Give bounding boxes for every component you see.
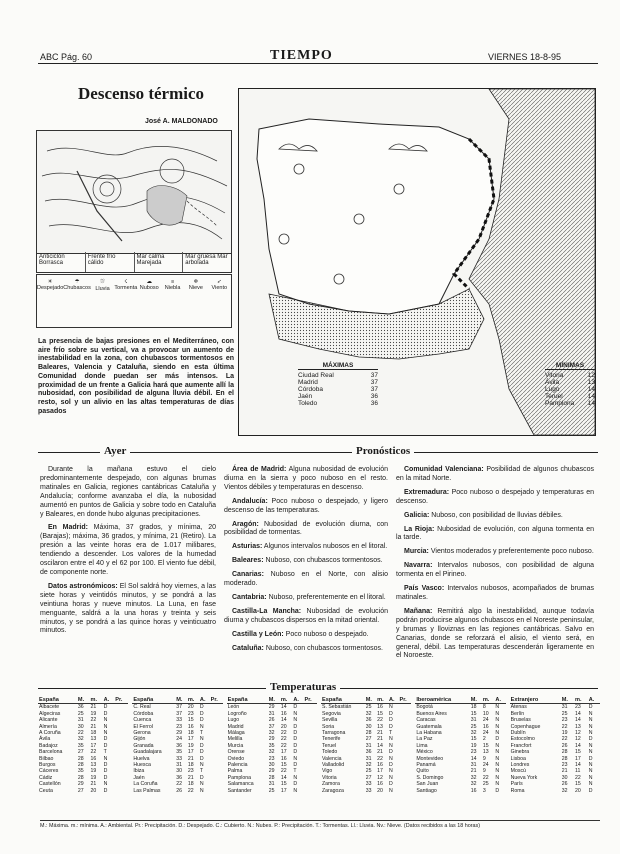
table-row: Gijón 24 17 N: [133, 736, 204, 743]
table-row: Castellón 29 21 N: [39, 781, 108, 788]
table-row: Ceuta 27 20 D: [39, 787, 108, 794]
forecast-entry: Canarias: Nuboso en el Norte, con alisio moderado.: [224, 571, 388, 588]
table-row: Lugo 26 14 N: [227, 717, 298, 724]
maximas-row: Córdoba 37: [298, 386, 378, 393]
minimas-row: Vitoria 12: [545, 372, 595, 379]
maximas-row: Madrid 37: [298, 379, 378, 386]
forecast-entry: Galicia: Nuboso, con posibilidad de lluvias débiles.: [404, 511, 563, 519]
table-row: Guadalajara 35 17 D: [133, 749, 204, 756]
table-row: Segovia 32 15 D: [321, 710, 393, 717]
rain-icon: ⛆ Lluvia: [95, 279, 110, 292]
table-row: Salamanca 31 15 D: [227, 781, 298, 788]
article-title: Descenso térmico: [78, 84, 205, 103]
temperature-table: España M. m. A. Pr. C. Real 37 20 D Córdoba 37 23 D Cuenca 33 15 D El Ferrol 23 16 N Gerona 29 18 T Gijón 24 17 N Granada 36 19 D Guadalajara 35 17 D Huelva 33 21 D Huesca 31 18 N Ibiza 30 23 T Jaén 36 21 D La Coruña 22 18 N Las Palmas 26 22 N: [132, 697, 222, 794]
fog-icon: ≡ Niebla: [164, 279, 181, 291]
forecast-entry: Baleares: Nuboso, con chubascos tormentosos.: [232, 557, 383, 565]
minimas-row: Lugo 14: [545, 386, 595, 393]
table-row: Ávila 32 13 D: [39, 736, 108, 743]
table-row: Tenerife 27 21 N: [321, 736, 393, 743]
table-row: Almería 30 21 N: [39, 723, 108, 730]
forecast-entry: Área de Madrid: Alguna nubosidad de evolución diurna en la sierra y poco nuboso en el resto. Vientos débiles y temperaturas en descenso.: [224, 466, 388, 491]
storm-icon: ☇ Tormenta: [114, 279, 138, 291]
table-row: Buenos Aires 15 10 N: [416, 710, 500, 717]
table-row: San Juan 32 25 N: [416, 781, 500, 788]
pronosticos-heading: Pronósticos: [352, 445, 414, 457]
ayer-heading: Ayer: [100, 445, 130, 457]
table-row: Santander 25 17 N: [227, 787, 298, 794]
ayer-paragraph-1: Durante la mañana estuvo el cielo predominantemente despejado, con algunas brumas matinales en Galicia, regiones cantábricas Cataluña y Andalucía; conforme avanzaba el día, la nubosidad aumentó en puntos de Galicia y sobre todo en Cataluña y Baleares, en donde hubo algunas precipitaciones.: [40, 466, 216, 518]
temperaturas-heading: Temperaturas: [266, 681, 340, 693]
table-row: El Ferrol 23 16 N: [133, 723, 204, 730]
table-row: Teruel 31 14 N: [321, 742, 393, 749]
minimas-box: [545, 362, 595, 407]
isobar-map: [36, 130, 232, 254]
table-row: Barcelona 27 22 T: [39, 749, 107, 756]
table-row: Moscú 21 11 N: [510, 768, 593, 775]
snow-icon: ❄ Nieve: [188, 279, 203, 291]
table-row: Burgos 28 13 D: [39, 762, 108, 769]
table-row: Toledo 36 21 D: [321, 749, 393, 756]
table-row: Roma 32 20 D: [510, 787, 593, 794]
forecast-entry: Mañana: Remitirá algo la inestabilidad, aunque todavía podrán producirse algunos chubascos en el Noreste peninsular, y brumas y lloviznas en las regiones cantábricas. Salvo en Canarias, donde se reforzará el alisio, el viento será, en general, débil. Las temperaturas descenderán ligeramente en el Noroeste.: [396, 607, 594, 660]
table-row: Dublín 19 12 N: [510, 730, 593, 737]
table-row: León 29 14 D: [227, 704, 298, 711]
ayer-paragraph-2: En Madrid: Máxima, 37 grados, y mínima, 20 (Barajas); máxima, 36 grados, y mínima, 21 (Retiro). La presión a las veinte horas era de 1.017 milibares, tendiendo a descender. Los valores de la humedad oscilaron entre el 40 y el 62 por 100. El viento fue débil, de componente norte.: [40, 524, 216, 576]
forecast-entry: La Rioja: Nubosidad de evolución, con alguna tormenta en la tarde.: [396, 525, 595, 542]
table-row: Badajoz 35 17 D: [39, 742, 108, 749]
table-row: Atenas 31 23 D: [510, 704, 593, 711]
pronosticos-column-1: [224, 466, 388, 659]
footer-legend: M.: Máxima. m.: mínima. A.: Ambiental. Pr.: Precipitación. D.: Despejado. C.: Cubierto. N.: Nubes. P.: Precipitación. T.: Tormentas. Ll.: Lluvia. Nv.: Nieve. (Datos recibidos a las 18 horas): [40, 820, 600, 829]
table-row: Estocolmo 22 12 D: [510, 736, 593, 743]
forecast-entry: Murcia: Vientos moderados y preferentemente poco nuboso.: [404, 548, 594, 556]
temperature-table: España M. m. A. Pr. Albacete 36 21 D Algeciras 25 19 D Alicante 31 22 N Almería 30 21 N A Coruña 22 18 N Ávila 32 13 D Badajoz 35 17 D Barcelona 27 22 T Bilbao 28 16 N Burgos 28 13 D Cáceres 35 19 D Cádiz 28 19 D Castellón 29 21 N Ceuta 27 20 D: [38, 697, 128, 794]
table-row: Soria 30 13 D: [321, 723, 393, 730]
maximas-title: MÁXIMAS: [298, 362, 378, 370]
forecast-entry: Andalucía: Poco nuboso o despejado, y ligero descenso de las temperaturas.: [224, 497, 388, 514]
forecast-entry: Cantabria: Nuboso, preferentemente en el litoral.: [232, 593, 386, 601]
table-row: Francfort 26 14 N: [510, 742, 593, 749]
forecast-entry: Navarra: Intervalos nubosos, con posibilidad de alguna tormenta en el Pirineo.: [396, 562, 594, 579]
table-row: Lima 19 15 N: [416, 742, 500, 749]
forecast-entry: País Vasco: Intervalos nubosos, acompañados de brumas matinales.: [396, 585, 594, 601]
forecast-entry: Castilla y León: Poco nuboso o despejado.: [232, 630, 369, 638]
wind-icon: ➶ Viento: [211, 279, 228, 291]
table-row: Orense 32 17 D: [227, 749, 298, 756]
legend-sea-calm: Mar calma Marejada: [135, 252, 184, 272]
header-rule: [38, 63, 598, 64]
table-row: Vigo 25 17 N: [321, 768, 393, 775]
table-row: Nueva York 30 22 N: [510, 774, 593, 781]
table-row: C. Real 37 20 D: [133, 704, 204, 711]
table-row: Madrid 37 20 D: [227, 723, 298, 730]
shower-icon: ☂ Chubascos: [63, 279, 91, 291]
table-row: Vitoria 27 12 N: [321, 774, 393, 781]
page-number: ABC Pág. 60: [40, 52, 93, 62]
pronosticos-column-2: [396, 466, 594, 666]
table-row: Granada 36 19 D: [133, 742, 204, 749]
table-row: Cádiz 28 19 D: [39, 774, 108, 781]
table-row: Ginebra 28 15 N: [510, 749, 593, 756]
ayer-paragraph-3: Datos astronómicos: El Sol saldrá hoy viernes, a las siete horas y veintidós minutos, y se pondrá a las veintiuna horas y nueve minutos. La Luna, en fase menguante, saldrá a la una horas y treinta y seis minutos, y se pondrá a las quince horas y veinticuatro minutos.: [40, 582, 216, 635]
minimas-title: MÍNIMAS: [545, 362, 595, 370]
table-row: Cuenca 33 15 D: [133, 717, 204, 724]
table-row: Palencia 30 15 D: [227, 762, 298, 769]
table-row: Bruselas 23 14 N: [510, 717, 593, 724]
minimas-row: Ávila 13: [545, 379, 595, 386]
forecast-entry: Cataluña: Nuboso, con chubascos tormentosos.: [232, 644, 383, 652]
temperature-table: Iberoamérica M. m. A. Bogotá 18 8 N Buenos Aires 15 10 N Caracas 31 24 N Guatemala 25 16 N La Habana 32 24 N La Paz 15 2 D Lima 19 15 N México 23 13 N Montevideo 14 9 N Panamá 31 24 N Quito 21 9 N S. Domingo 32 22 N San Juan 32 25 N Santiago 16 3 D: [415, 697, 505, 794]
table-row: Montevideo 14 9 N: [416, 755, 500, 762]
maximas-row: Jaén 36: [298, 393, 378, 400]
table-row: Algeciras 25 19 D: [39, 710, 108, 717]
section-title: TIEMPO: [270, 48, 333, 63]
forecast-entry: Comunidad Valenciana: Posibilidad de algunos chubascos en la mitad Norte.: [396, 466, 594, 482]
table-row: La Paz 15 2 D: [416, 736, 500, 743]
byline: José A. MALDONADO: [145, 118, 218, 125]
legend-sea-rough: Mar gruesa Mar arbolada: [185, 254, 228, 266]
table-row: S. Sebastián 25 16 N: [321, 704, 393, 711]
temperature-table: España M. m. A. Pr. León 29 14 D Logroño 31 16 N Lugo 26 14 N Madrid 37 20 D Málaga 32 22 D Melilla 29 22 D Murcia 35 22 D Orense 32 17 D Oviedo 23 16 N Palencia 30 15 D Palma 29 22 T Pamplona 28 14 N Salamanca 31 15 D Santander 25 17 N: [227, 697, 317, 794]
spain-map-drawing: [239, 89, 595, 435]
ayer-column: [40, 466, 216, 641]
table-row: Panamá 31 24 N: [416, 762, 500, 769]
temperature-table: Extranjero M. m. A. Atenas 31 23 D Berlín 25 14 N Bruselas 23 14 N Copenhague 22 13 N Dublín 19 12 N Estocolmo 22 12 D Francfort 26 14 N Ginebra 28 15 N Lisboa 28 17 D Londres 23 14 N Moscú 21 11 N Nueva York 30 22 N París 26 15 N Roma 32 20 D: [510, 697, 600, 794]
table-row: Caracas 31 24 N: [416, 717, 500, 724]
table-row: La Coruña 22 18 N: [133, 781, 204, 788]
table-row: Cáceres 35 19 D: [39, 768, 108, 775]
table-row: Logroño 31 16 N: [227, 710, 298, 717]
table-row: Jaén 36 21 D: [133, 774, 204, 781]
spain-forecast-map: [238, 88, 596, 436]
table-row: Tarragona 28 21 T: [321, 730, 393, 737]
table-row: Copenhague 22 13 N: [510, 723, 593, 730]
cloud-icon: ☁ Nuboso: [139, 279, 159, 291]
table-row: Sevilla 36 22 D: [321, 717, 393, 724]
table-row: Londres 23 14 N: [510, 762, 593, 769]
forecast-entry: Castilla-La Mancha: Nubosidad de evolución diurna y chubascos dispersos en la mitad oriental.: [224, 607, 388, 624]
table-row: Guatemala 25 16 N: [416, 723, 500, 730]
table-row: S. Domingo 32 22 N: [416, 774, 500, 781]
table-row: Alicante 31 22 N: [39, 717, 108, 724]
table-row: Bogotá 18 8 N: [416, 704, 500, 711]
table-row: Murcia 35 22 D: [227, 742, 298, 749]
table-row: Huelva 33 21 D: [133, 755, 204, 762]
table-row: Palma 29 22 T: [227, 768, 297, 775]
table-row: A Coruña 22 18 N: [39, 730, 108, 737]
table-row: París 26 15 N: [510, 781, 593, 788]
table-row: Huesca 31 18 N: [133, 762, 204, 769]
maximas-box: [298, 362, 378, 407]
table-row: Ibiza 30 23 T: [133, 768, 204, 775]
table-row: Berlín 25 14 N: [510, 710, 593, 717]
table-row: Quito 21 9 N: [416, 768, 500, 775]
table-row: Bilbao 28 16 N: [39, 755, 108, 762]
forecast-entry: Asturias: Algunos intervalos nubosos en el litoral.: [232, 543, 388, 551]
table-row: Valladolid 32 16 D: [321, 762, 393, 769]
legend-anticyclone: Anticiclón Borrasca: [37, 252, 86, 272]
isobar-map-drawing: [37, 131, 231, 253]
table-row: México 23 13 N: [416, 749, 500, 756]
map-caption: La presencia de bajas presiones en el Mediterráneo, con aire frío sobre su vertical, va a provocar un aumento de inestabilidad en la zona, con chubascos tormentosos en Baleares, Valencia y Cataluña, siendo en esta última Comunidad donde puedan ser más intensos. La proximidad de un frente a Galicia hará que aumente allí la nubosidad, con posibilidad de alguna lluvia débil. En el resto, sol y un alivio en las altas temperaturas de días pasados: [38, 338, 234, 415]
sun-icon: ☀ Despejado: [37, 279, 64, 291]
forecast-entry: Extremadura: Poco nuboso o despejado y temperaturas en descenso.: [396, 488, 594, 505]
table-row: Zaragoza 33 20 N: [321, 787, 393, 794]
table-row: Santiago 16 3 D: [416, 787, 500, 794]
temperature-tables: [38, 697, 600, 794]
table-row: Zamora 33 16 D: [321, 781, 393, 788]
maximas-row: Toledo 36: [298, 400, 378, 407]
table-row: Albacete 36 21 D: [39, 704, 108, 711]
table-row: Málaga 32 22 D: [227, 730, 298, 737]
table-row: Melilla 29 22 D: [227, 736, 298, 743]
weather-icon-legend: [36, 274, 232, 328]
table-row: Pamplona 28 14 N: [227, 774, 298, 781]
table-row: Valencia 31 22 N: [321, 755, 393, 762]
minimas-row: Teruel 14: [545, 393, 595, 400]
table-row: Las Palmas 26 22 N: [133, 787, 204, 794]
table-row: Lisboa 28 17 D: [510, 755, 593, 762]
table-row: Córdoba 37 23 D: [133, 710, 204, 717]
temperature-table: España M. m. A. Pr. S. Sebastián 25 16 N Segovia 32 15 D Sevilla 36 22 D Soria 30 13 D Tarragona 28 21 T Tenerife 27 21 N Teruel 31 14 N Toledo 36 21 D Valencia 31 22 N Valladolid 32 16 D Vigo 25 17 N Vitoria 27 12 N Zamora 33 16 D Zaragoza 33 20 N: [321, 697, 411, 794]
legend-fronts: Frente frío cálido: [86, 252, 135, 272]
table-row: La Habana 32 24 N: [416, 730, 500, 737]
forecast-entry: Aragón: Nubosidad de evolución diurna, con posibilidad de tormentas.: [224, 520, 388, 537]
table-row: Gerona 29 18 T: [133, 730, 204, 737]
table-row: Oviedo 23 16 N: [227, 755, 298, 762]
issue-date: VIERNES 18-8-95: [488, 52, 562, 62]
minimas-row: Pamplona 14: [545, 400, 595, 407]
maximas-row: Ciudad Real 37: [298, 372, 378, 379]
map-legend: [36, 252, 232, 273]
